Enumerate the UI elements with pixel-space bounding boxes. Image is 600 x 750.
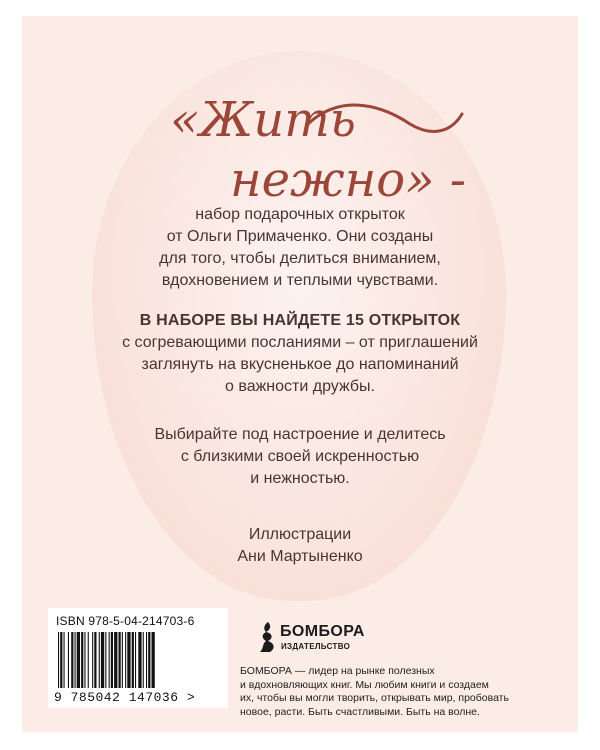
- illustrations-credit: [22, 524, 578, 568]
- illustrator-name: Ани Мартыненко: [237, 548, 363, 565]
- choose-paragraph: [22, 424, 578, 490]
- barcode-bar: [58, 632, 59, 688]
- publisher-about: [240, 665, 540, 719]
- choose-line: с близкими своей искренностью: [180, 448, 420, 465]
- intro-line: вдохновением и теплыми чувствами.: [161, 272, 439, 289]
- about-line: и вдохновляющих книг. Мы любим книги и создаем: [240, 678, 489, 691]
- barcode-bar: [138, 632, 141, 688]
- about-line: новое, расти. Быть счастливыми. Быть на волне.: [240, 705, 480, 718]
- choose-line: Выбирайте под настроение и делитесь: [154, 426, 446, 443]
- barcode-bar: [122, 632, 123, 688]
- intro-paragraph: [22, 204, 578, 292]
- choose-line: и нежностью.: [250, 470, 350, 487]
- publisher-subtitle: ИЗДАТЕЛЬСТВО: [281, 642, 351, 651]
- barcode-bar: [127, 632, 130, 688]
- barcode-bar: [101, 632, 104, 688]
- barcode-bar: [64, 632, 65, 688]
- barcode-bar: [99, 632, 100, 688]
- barcode-digits: 9 785042 147036 >: [54, 690, 196, 705]
- barcode-bar: [84, 632, 85, 688]
- barcode-bar: [81, 632, 83, 688]
- barcode-bar: [77, 632, 80, 688]
- intro-line: набор подарочных открыток: [195, 206, 405, 223]
- contents-heading: В НАБОРЕ ВЫ НАЙДЕТЕ 15 ОТКРЫТОК: [139, 312, 461, 329]
- barcode: [58, 632, 218, 690]
- about-line: их, чтобы вы могли творить, открывать мир, пробовать: [240, 692, 509, 704]
- barcode-bar: [60, 632, 62, 688]
- publisher-name: БОМБОРА: [280, 623, 365, 640]
- barcode-bar: [119, 632, 121, 688]
- barcode-bar: [125, 632, 126, 688]
- isbn-label: ISBN 978-5-04-214703-6: [56, 614, 195, 628]
- isbn-barcode-box: [48, 608, 228, 708]
- illustrations-label: Иллюстрации: [248, 526, 352, 543]
- barcode-bar: [111, 632, 113, 688]
- contents-line: о важности дружбы.: [225, 378, 375, 395]
- barcode-bar: [105, 632, 106, 688]
- barcode-bar: [143, 632, 144, 688]
- barcode-bar: [146, 632, 147, 688]
- bombora-logo-icon: [258, 620, 278, 654]
- barcode-bar: [132, 632, 134, 688]
- barcode-bar: [88, 632, 89, 688]
- contents-line: с согревающими посланиями – от приглашений: [122, 334, 478, 351]
- intro-line: для того, чтобы делиться вниманием,: [159, 250, 441, 267]
- barcode-bar: [109, 632, 110, 688]
- barcode-bar: [68, 632, 69, 688]
- barcode-bar: [94, 632, 96, 688]
- barcode-bar: [148, 632, 150, 688]
- barcode-bar: [71, 632, 73, 688]
- title-lettering: [170, 84, 470, 214]
- barcode-bar: [152, 632, 155, 688]
- contents-line: заглянуть на вкусненькое до напоминаний: [141, 356, 459, 373]
- about-line: БОМБОРА — лидер на рынке полезных: [240, 665, 435, 677]
- title-line-2: нежно» -: [230, 152, 466, 208]
- title-line-1: «Жить: [170, 92, 356, 148]
- barcode-bar: [135, 632, 136, 688]
- contents-paragraph: [22, 310, 578, 398]
- intro-line: от Ольги Примаченко. Они созданы: [166, 228, 434, 245]
- barcode-bar: [75, 632, 76, 688]
- barcode-bar: [114, 632, 117, 688]
- barcode-bar: [92, 632, 93, 688]
